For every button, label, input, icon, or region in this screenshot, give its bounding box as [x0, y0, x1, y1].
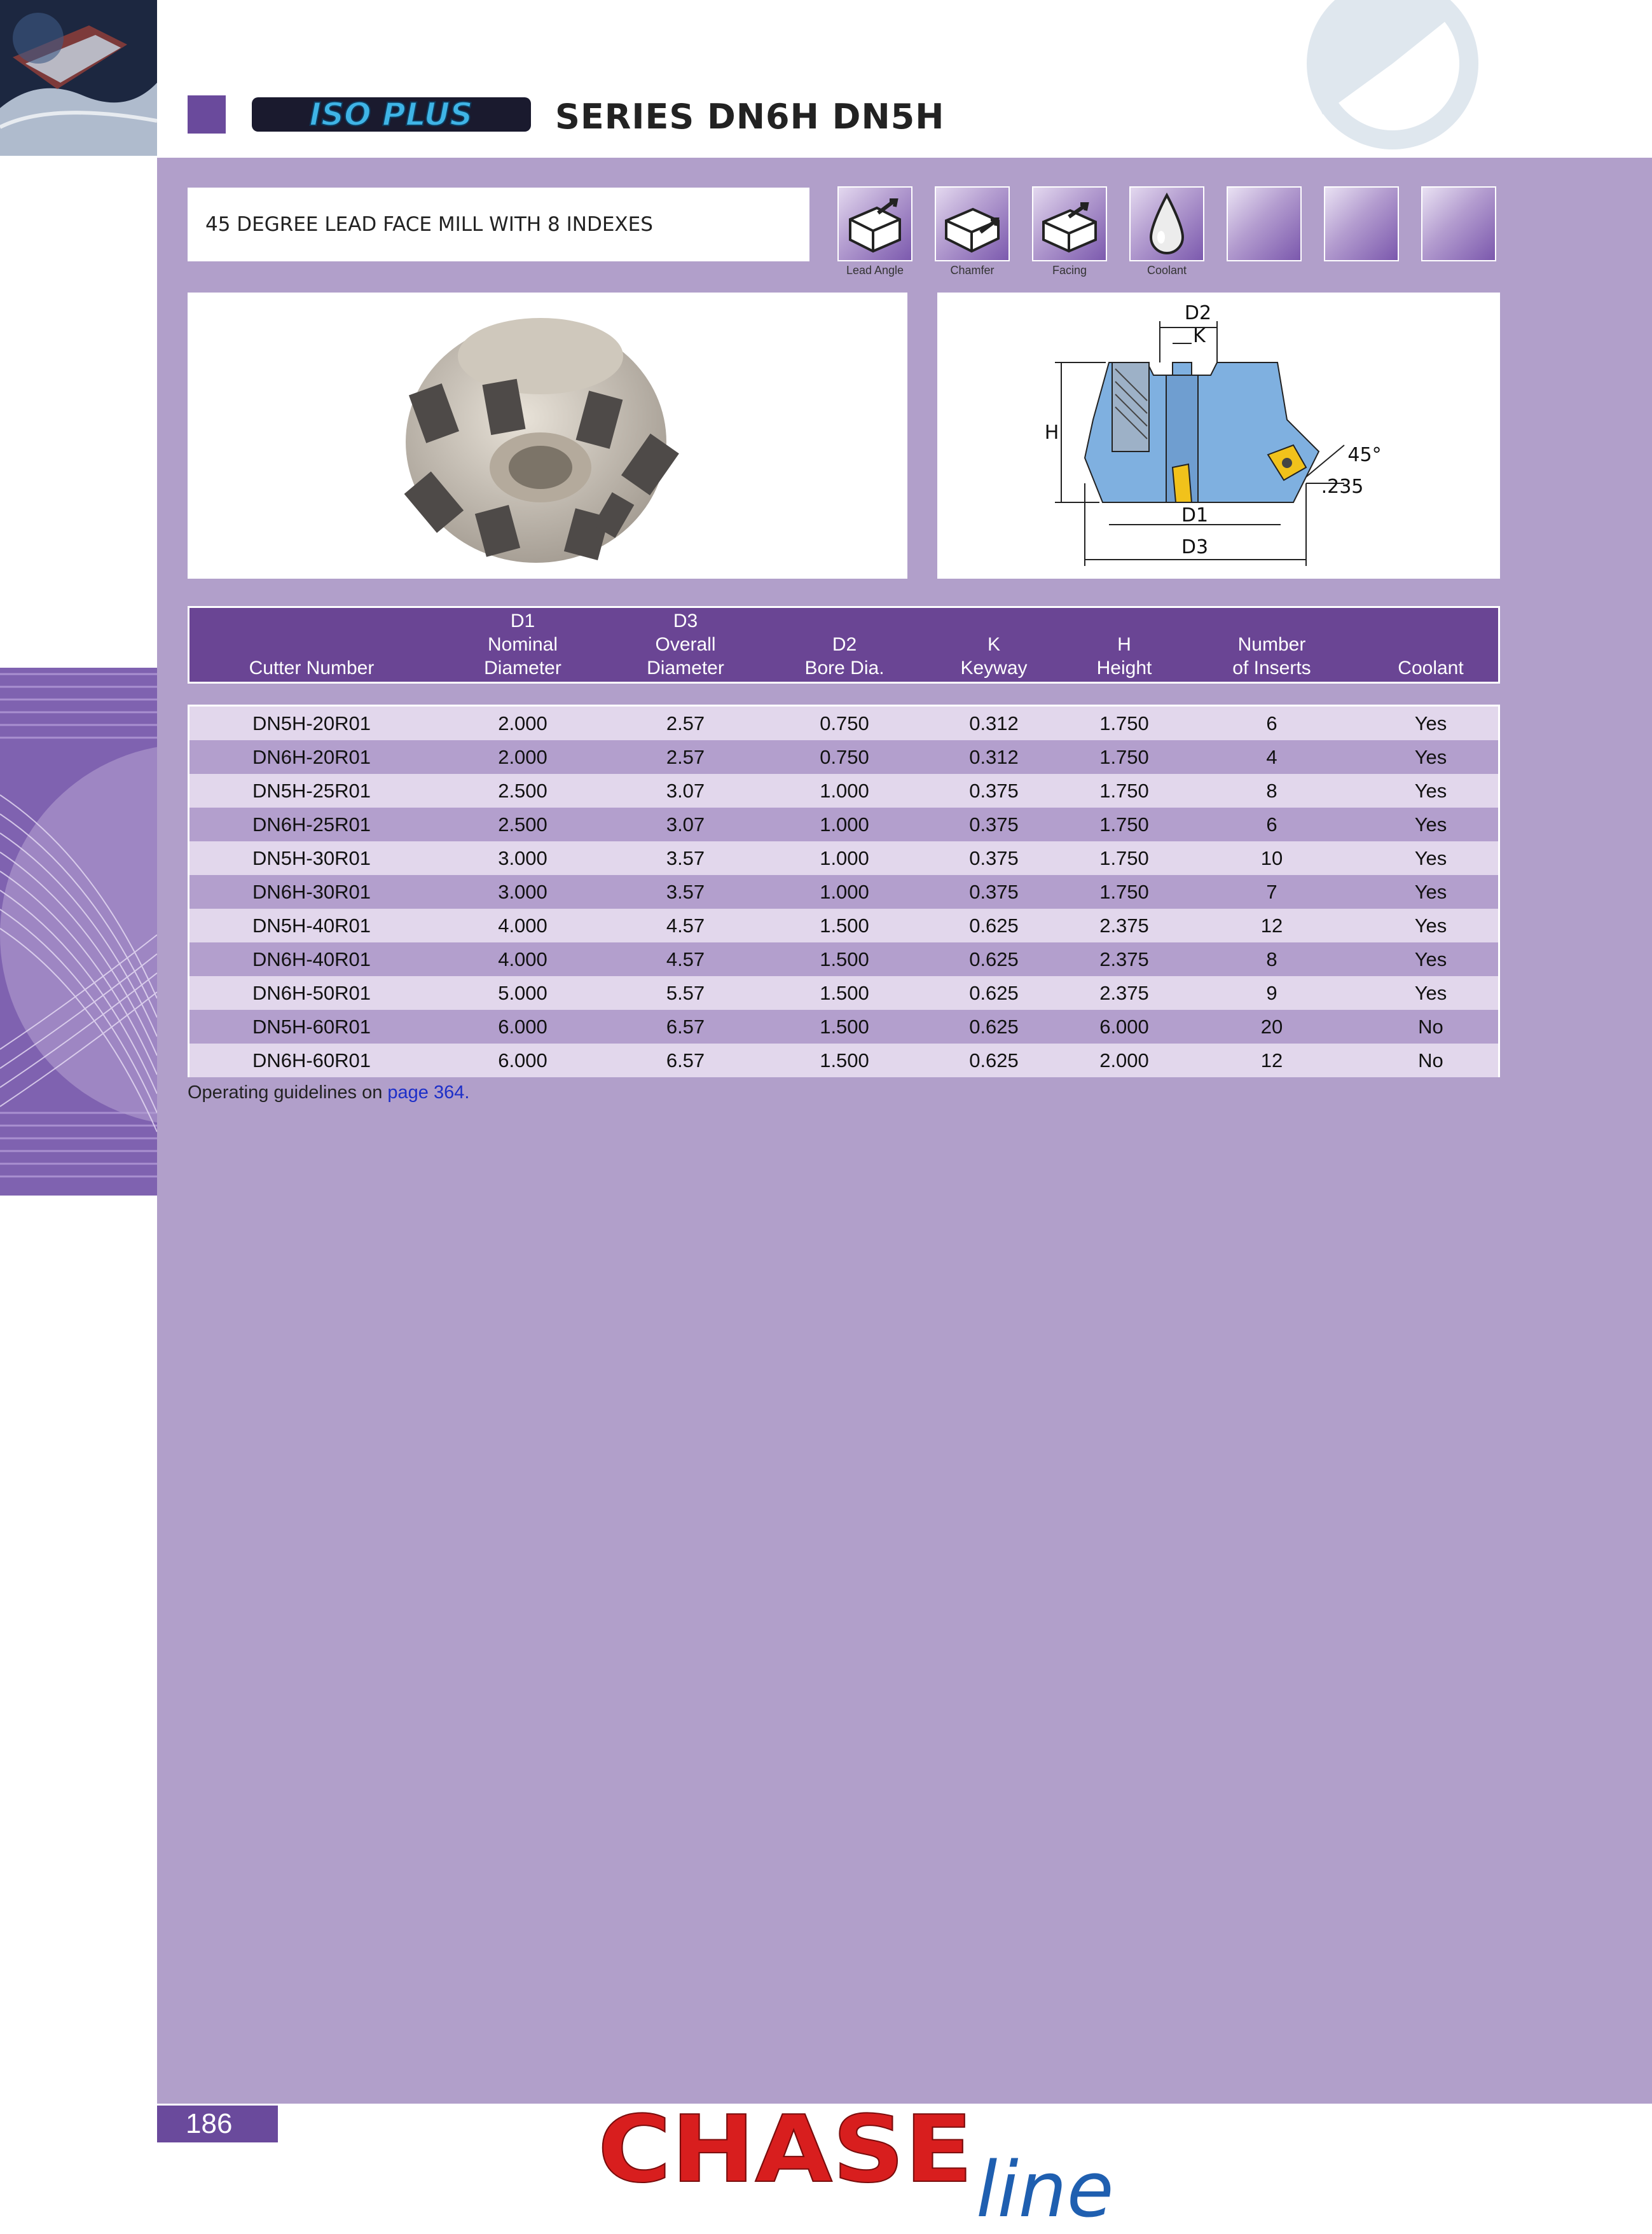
- table-cell: DN6H-40R01: [252, 948, 371, 970]
- table-cell: 3.07: [666, 780, 705, 802]
- table-cell: 0.312: [969, 746, 1019, 768]
- operating-guidelines: [188, 1082, 469, 1103]
- diagram-label-d3: D3: [1181, 536, 1209, 558]
- table-cell: 1.750: [1099, 813, 1149, 836]
- description-text: 45 DEGREE LEAD FACE MILL WITH 8 INDEXES: [205, 213, 653, 236]
- lead-angle-icon: [837, 186, 912, 261]
- table-cell: 2.57: [666, 746, 705, 768]
- table-row: [189, 774, 1498, 808]
- table-cell: No: [1418, 1049, 1443, 1072]
- table-cell: 1.000: [820, 881, 869, 903]
- table-cell: 1.750: [1099, 746, 1149, 768]
- chaseline-logo: [591, 2099, 1183, 2231]
- table-header-cell: Bore Dia.: [804, 658, 885, 679]
- table-cell: DN6H-20R01: [252, 746, 371, 768]
- table-cell: DN6H-30R01: [252, 881, 371, 903]
- iso-plus-logo: [250, 92, 533, 137]
- table-row: [189, 841, 1498, 875]
- table-cell: 6.57: [666, 1016, 705, 1038]
- table-cell: DN5H-60R01: [252, 1016, 371, 1038]
- table-cell: 0.750: [820, 746, 869, 768]
- table-cell: 6.57: [666, 1049, 705, 1072]
- table-cell: 2.375: [1099, 982, 1149, 1004]
- table-cell: 4.000: [498, 948, 547, 970]
- empty-feature-tile: [1421, 186, 1496, 261]
- guidelines-text: Operating guidelines on: [188, 1082, 388, 1103]
- page-number: 186: [186, 2108, 233, 2139]
- empty-feature-tile: [1227, 186, 1302, 261]
- table-cell: 0.625: [969, 1016, 1019, 1038]
- table-cell: 3.000: [498, 881, 547, 903]
- table-cell: 20: [1260, 1016, 1283, 1038]
- table-cell: 1.500: [820, 948, 869, 970]
- table-header-cell: D1: [510, 610, 535, 631]
- product-photo: [188, 293, 907, 579]
- table-cell: 6.000: [1099, 1016, 1149, 1038]
- guidelines-page-link[interactable]: page 364.: [387, 1082, 470, 1103]
- icon-label-chamfer: Chamfer: [950, 264, 995, 277]
- brand-script-text: line: [976, 2146, 1114, 2231]
- table-header-cell: Coolant: [1398, 658, 1464, 679]
- table-cell: 12: [1260, 914, 1283, 937]
- table-header-cell: Number: [1237, 634, 1306, 655]
- diagram-label-d2: D2: [1184, 302, 1212, 324]
- table-header-cell: D2: [832, 634, 857, 655]
- table-cell: 0.312: [969, 712, 1019, 734]
- corner-photo: [0, 0, 157, 156]
- diagram-label-offset: .235: [1321, 476, 1364, 498]
- empty-feature-tile: [1324, 186, 1399, 261]
- table-cell: 9: [1266, 982, 1277, 1004]
- chamfer-icon: [935, 186, 1010, 261]
- table-header-cell: Keyway: [960, 658, 1028, 679]
- header-accent-square: [188, 95, 226, 134]
- table-cell: 4.000: [498, 914, 547, 937]
- table-cell: 10: [1260, 847, 1283, 869]
- table-cell: 1.000: [820, 780, 869, 802]
- table-cell: 0.375: [969, 881, 1019, 903]
- table-cell: 0.750: [820, 712, 869, 734]
- table-header-cell: D3: [673, 610, 698, 631]
- table-header-cell: Nominal: [487, 634, 558, 655]
- table-cell: Yes: [1414, 982, 1447, 1004]
- table-cell: Yes: [1414, 948, 1447, 970]
- table-header-cell: K: [987, 634, 1000, 655]
- table-cell: 6: [1266, 712, 1277, 734]
- table-row: [189, 1010, 1498, 1044]
- table-cell: 0.375: [969, 847, 1019, 869]
- table-header-cell: Overall: [655, 634, 716, 655]
- table-cell: 6.000: [498, 1049, 547, 1072]
- table-cell: 2.500: [498, 813, 547, 836]
- table-header-cell: H: [1117, 634, 1131, 655]
- table-row: [189, 707, 1498, 740]
- table-cell: 4.57: [666, 948, 705, 970]
- facing-icon: [1032, 186, 1107, 261]
- table-cell: 1.500: [820, 914, 869, 937]
- brand-main-text: CHASE: [598, 2099, 973, 2203]
- table-cell: 2.375: [1099, 914, 1149, 937]
- table-header-cell: Cutter Number: [249, 658, 375, 679]
- table-cell: DN5H-30R01: [252, 847, 371, 869]
- table-header-cell: of Inserts: [1232, 658, 1311, 679]
- table-header-cell: Height: [1096, 658, 1152, 679]
- technical-diagram: [937, 293, 1500, 579]
- table-cell: 4: [1266, 746, 1277, 768]
- table-row: [189, 808, 1498, 841]
- table-cell: 6.000: [498, 1016, 547, 1038]
- table-cell: DN5H-40R01: [252, 914, 371, 937]
- table-cell: Yes: [1414, 780, 1447, 802]
- table-cell: 3.000: [498, 847, 547, 869]
- icon-label-coolant: Coolant: [1146, 264, 1187, 277]
- table-cell: 3.57: [666, 881, 705, 903]
- logo-text: ISO PLUS: [309, 96, 473, 133]
- icon-label-facing: Facing: [1052, 264, 1087, 277]
- table-cell: Yes: [1414, 847, 1447, 869]
- table-cell: No: [1418, 1016, 1443, 1038]
- table-cell: Yes: [1414, 813, 1447, 836]
- table-row: [189, 875, 1498, 909]
- table-cell: 1.750: [1099, 881, 1149, 903]
- table-cell: Yes: [1414, 881, 1447, 903]
- table-cell: Yes: [1414, 712, 1447, 734]
- table-cell: 12: [1260, 1049, 1283, 1072]
- table-header-cell: Diameter: [647, 658, 724, 679]
- table-cell: 8: [1266, 948, 1277, 970]
- table-cell: Yes: [1414, 746, 1447, 768]
- series-title: SERIES DN6H DN5H: [555, 97, 945, 137]
- table-cell: 8: [1266, 780, 1277, 802]
- diagram-label-d1: D1: [1181, 504, 1209, 527]
- table-cell: 3.07: [666, 813, 705, 836]
- table-cell: DN6H-25R01: [252, 813, 371, 836]
- table-cell: 1.500: [820, 982, 869, 1004]
- table-cell: 7: [1266, 881, 1277, 903]
- table-cell: 1.500: [820, 1016, 869, 1038]
- table-row: [189, 909, 1498, 942]
- table-cell: 0.625: [969, 948, 1019, 970]
- table-cell: 2.000: [498, 746, 547, 768]
- table-cell: DN6H-50R01: [252, 982, 371, 1004]
- table-cell: 5.000: [498, 982, 547, 1004]
- table-cell: 0.625: [969, 982, 1019, 1004]
- table-row: [189, 1044, 1498, 1077]
- table-cell: 1.750: [1099, 847, 1149, 869]
- table-cell: Yes: [1414, 914, 1447, 937]
- table-cell: 2.57: [666, 712, 705, 734]
- table-cell: 2.375: [1099, 948, 1149, 970]
- table-cell: 0.625: [969, 1049, 1019, 1072]
- table-cell: 6: [1266, 813, 1277, 836]
- table-row: [189, 740, 1498, 774]
- table-row: [189, 942, 1498, 976]
- table-cell: 1.000: [820, 847, 869, 869]
- table-cell: DN5H-20R01: [252, 712, 371, 734]
- diagram-label-angle: 45°: [1347, 444, 1382, 466]
- table-cell: 1.500: [820, 1049, 869, 1072]
- coolant-drop-icon: [1129, 186, 1204, 261]
- table-cell: 3.57: [666, 847, 705, 869]
- diagram-label-k: K: [1193, 325, 1206, 347]
- table-cell: 2.000: [1099, 1049, 1149, 1072]
- table-cell: 4.57: [666, 914, 705, 937]
- table-cell: 1.750: [1099, 712, 1149, 734]
- header-decoration: [1297, 0, 1501, 158]
- side-decoration: [0, 668, 157, 1196]
- table-cell: 2.000: [498, 712, 547, 734]
- table-header-cell: Diameter: [484, 658, 561, 679]
- table-cell: 0.375: [969, 813, 1019, 836]
- table-cell: 0.625: [969, 914, 1019, 937]
- diagram-label-h: H: [1044, 422, 1059, 444]
- description-box: [188, 188, 809, 261]
- icon-label-lead-angle: Lead Angle: [846, 264, 904, 277]
- table-row: [189, 976, 1498, 1010]
- table-cell: DN6H-60R01: [252, 1049, 371, 1072]
- table-cell: DN5H-25R01: [252, 780, 371, 802]
- table-cell: 2.500: [498, 780, 547, 802]
- table-cell: 5.57: [666, 982, 705, 1004]
- table-cell: 1.000: [820, 813, 869, 836]
- table-cell: 1.750: [1099, 780, 1149, 802]
- table-cell: 0.375: [969, 780, 1019, 802]
